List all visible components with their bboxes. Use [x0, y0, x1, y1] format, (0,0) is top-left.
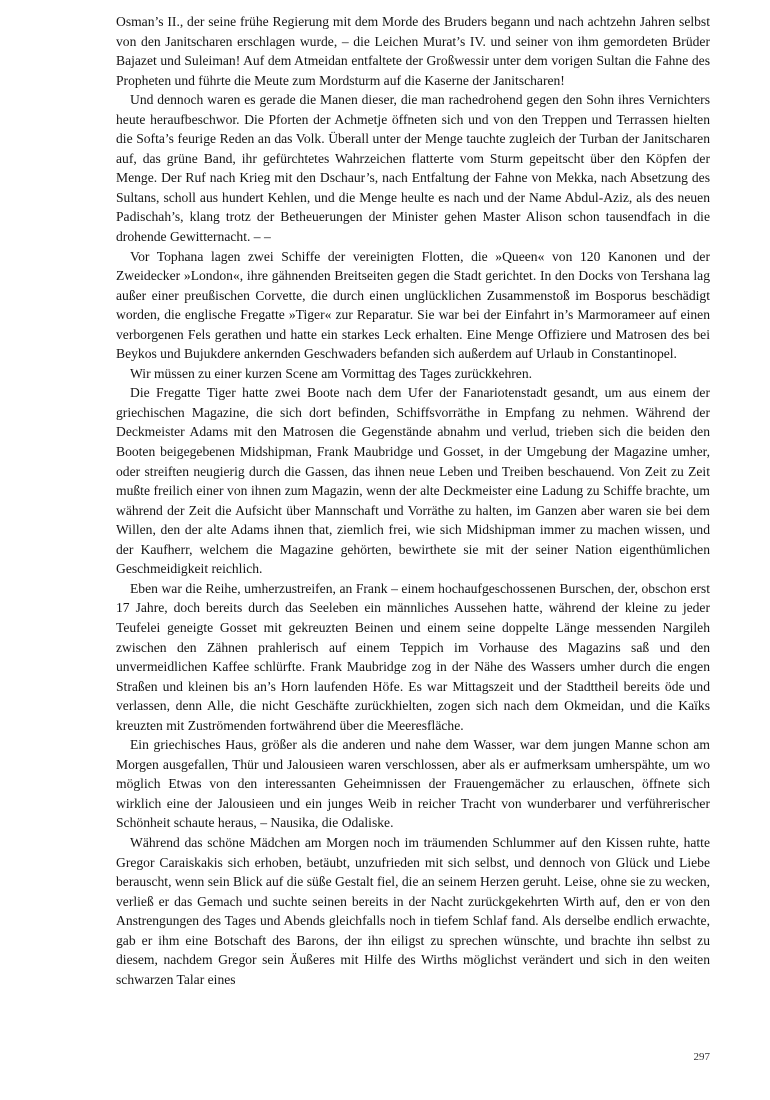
- paragraph: Osman’s II., der seine frühe Regierung mit dem Morde des Bruders begann und nach achtzehn Jahren selbst von den Janitscharen erschlagen wurde, – die Leichen Murat’s IV. und seiner von ihm gemordeten Brüder Bajazet und Suleiman! Auf dem Atmeidan entfaltete der Großwessir unter dem vorigen Sultan die Fahne des Propheten und führte die Meute zum Mordsturm auf die Kaserne der Janitscharen!: [116, 14, 710, 88]
- page-number: 297: [693, 1051, 710, 1063]
- paragraph: Während das schöne Mädchen am Morgen noch im träumenden Schlummer auf den Kissen ruhte, hatte Gregor Caraiskakis sich erhoben, betäubt, unzufrieden mit sich selbst, und dennoch von Glück und Liebe berauscht, wenn sein Blick auf die süße Gestalt fiel, die an seinem Herzen geruht. Leise, ohne sie zu wecken, verließ er das Gemach und suchte seinen bereits in der Nacht zurückgekehrten Wirth auf, den er von den Anstrengungen des Tages und Abends gleichfalls noch in tiefem Schlaf fand. Als derselbe endlich erwachte, gab er ihm eine Botschaft des Barons, der ihn eiligst zu sprechen wünschte, und brachte ihn selbst zu diesem, nachdem Gregor sein Äußeres mit Hilfe des Wirths möglichst verändert und sich in den weiten schwarzen Talar eines: [116, 834, 710, 987]
- paragraph: Ein griechisches Haus, größer als die anderen und nahe dem Wasser, war dem jungen Manne schon am Morgen ausgefallen, Thür und Jalousieen waren verschlossen, aber als er aufmerksam umherspähte, um wo möglich Etwas von den interessanten Geheimnissen der Frauengemächer zu erlauschen, öffnete sich wirklich eine der Jalousieen und ein junges Weib in reicher Tracht von wunderbarer und verführerischer Schönheit schaute heraus, – Nausika, die Odaliske.: [116, 737, 710, 831]
- paragraph: Und dennoch waren es gerade die Manen dieser, die man rachedrohend gegen den Sohn ihres Vernichters heute heraufbeschwor. Die Pforten der Achmetje öffneten sich und von den Treppen und Terrassen hielten die Softa’s feurige Reden an das Volk. Überall unter der Menge tauchte zugleich der Turban der Janitscharen auf, das grüne Band, ihr gefürchtetes Wahrzeichen flatterte vom Sturm gepeitscht über den Köpfen der Menge. Der Ruf nach Krieg mit den Dschaur’s, nach Entfaltung der Fahne von Mekka, nach Absetzung des Sultans, scholl aus hundert Kehlen, und die Menge heulte es nach und der Name Abdul-Aziz, als des neuen Padischah’s, klang trotz der Betheuerungen der Minister gehen Master Alison schon tausendfach in die drohende Gewitternacht. – –: [116, 92, 710, 245]
- paragraph: Eben war die Reihe, umherzustreifen, an Frank – einem hochaufgeschossenen Burschen, der, obschon erst 17 Jahre, doch bereits durch das Seeleben ein männliches Aussehen hatte, während der kleine zu jeder Teufelei geneigte Gosset mit gekreuzten Beinen und einem seine doppelte Länge messenden Nargileh zwischen den Zähnen prahlerisch auf einem Teppich im Vorhause des Magazins saß und den unvermeidlichen Kaffee schlürfte. Frank Maubridge zog in der Nähe des Wassers umher durch die engen Straßen und kleinen bis an’s Horn laufenden Höfe. Es war Mittagszeit und der Stadttheil bereits öde und verlassen, denn Alle, die nicht Geschäfte zurückhielten, zogen sich nach dem Okmeidan, und die Kaïks kreuzten mit Zuströmenden fortwährend über die Meeresfläche.: [116, 580, 710, 733]
- paragraph: Vor Tophana lagen zwei Schiffe der vereinigten Flotten, die »Queen« von 120 Kanonen und der Zweidecker »London«, ihre gähnenden Breitseiten gegen die Stadt gerichtet. In den Docks von Tershana lag außer einer preußischen Corvette, die durch einen unglücklichen Zusammenstoß im Bosporus beschädigt worden, die englische Fregatte »Tiger« zur Reparatur. Sie war bei der Einfahrt in’s Marmorameer auf einen verborgenen Fels gerathen und hatte ein starkes Leck erhalten. Eine Menge Offiziere und Matrosen des bei Beykos und Bujukdere ankernden Geschwaders befanden sich außerdem auf Urlaub in Constantinopel.: [116, 248, 710, 362]
- page-body: [116, 12, 710, 989]
- paragraph: Die Fregatte Tiger hatte zwei Boote nach dem Ufer der Fanariotenstadt gesandt, um aus einem der griechischen Magazine, die sich dort befinden, Schiffsvorräthe in Empfang zu nehmen. Während der Deckmeister Adams mit den Matrosen die Gegenstände abnahm und verlud, trieben sich die beiden den Booten beigegebenen Midshipman, Frank Maubridge und Gosset, in der Umgebung der Magazine umher, oder streiften neugierig durch die Gassen, das ihnen neue Leben und Treiben beschauend. Von Zeit zu Zeit mußte freilich einer von ihnen zum Magazin, wenn der alte Deckmeister eine Ladung zu Schiffe brachte, um während der Zeit die Aufsicht über Mannschaft und Vorräthe zu halten, im Ganzen aber waren sie bei dem Willen, den der alte Adams ihnen that, ziemlich frei, wie sich Midshipman immer zu machen wissen, und der Kaufherr, welchem die Magazine gehörten, bewirthete sie mit der seiner Nation eigenthümlichen Geschmeidigkeit reichlich.: [116, 385, 710, 577]
- paragraph: Wir müssen zu einer kurzen Scene am Vormittag des Tages zurückkehren.: [130, 365, 533, 381]
